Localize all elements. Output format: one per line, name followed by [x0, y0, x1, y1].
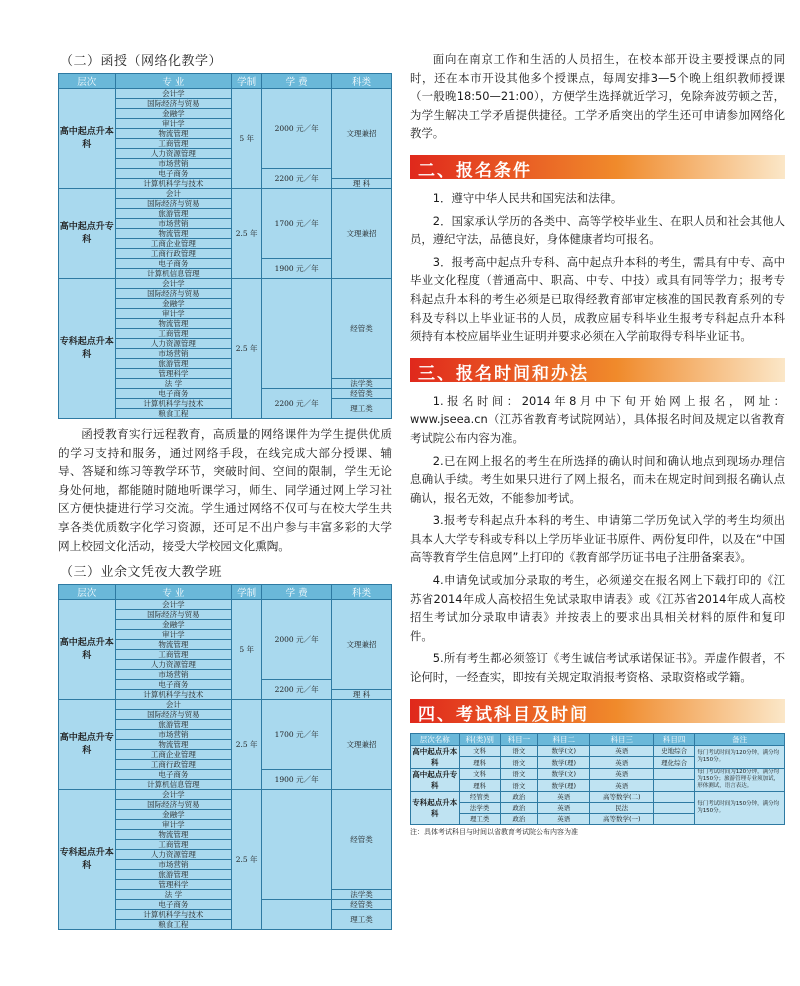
major-cell: 审计学	[115, 630, 232, 640]
major-cell: 计算机科学与技术	[115, 910, 232, 920]
major-cell: 审计学	[115, 820, 232, 830]
exam-row	[411, 768, 785, 780]
fee-cell: 2200 元／年	[262, 169, 332, 189]
table-row	[59, 700, 392, 710]
category-cell: 法学类	[332, 379, 392, 389]
exam-row	[411, 745, 785, 757]
banner-eligibility	[410, 155, 785, 179]
exam-subject-cell: 数学(理)	[538, 780, 590, 792]
exam-subject-cell: 英语	[590, 757, 654, 769]
major-cell: 工商管理	[115, 650, 232, 660]
duration-cell: 5 年	[232, 89, 262, 189]
column-header: 科类	[332, 585, 392, 600]
major-cell: 电子商务	[115, 770, 232, 780]
exam-column-header: 科(类)别	[459, 733, 500, 745]
major-cell: 国际经济与贸易	[115, 289, 232, 299]
fee-cell	[262, 790, 332, 900]
category-cell: 经管类	[332, 279, 392, 379]
major-cell: 计算机信息管理	[115, 780, 232, 790]
major-cell: 电子商务	[115, 169, 232, 179]
table-header-row	[59, 585, 392, 600]
category-cell: 经管类	[332, 389, 392, 399]
duration-cell: 2.5 年	[232, 189, 262, 279]
level-cell: 高中起点升本科	[59, 89, 116, 189]
fee-cell: 1700 元／年	[262, 189, 332, 259]
fee-cell	[262, 279, 332, 389]
major-cell: 国际经济与贸易	[115, 710, 232, 720]
exam-subject-cell	[654, 780, 695, 792]
eligibility-list	[410, 189, 785, 346]
exam-subject-cell: 数学(文)	[538, 745, 590, 757]
major-cell: 旅游管理	[115, 870, 232, 880]
exam-subject-cell: 经管类	[459, 791, 500, 802]
table-header-row	[59, 74, 392, 89]
registration-item: 2.已在网上报名的考生在所选择的确认时间和确认地点到现场办理信息确认手续。考生如果只进行了网上报名，而未在规定时间到报名确认点确认，报名无效，不能参加考试。	[410, 453, 785, 505]
exam-subject-cell: 理化综合	[654, 757, 695, 769]
banner-exam-text: 四、考试科目及时间	[418, 704, 589, 725]
major-cell: 粮食工程	[115, 920, 232, 930]
major-cell: 国际经济与贸易	[115, 199, 232, 209]
major-cell: 市场营销	[115, 159, 232, 169]
column-header: 学制	[232, 74, 262, 89]
major-cell: 法 学	[115, 890, 232, 900]
level-cell: 专科起点升本科	[59, 279, 116, 419]
exam-subject-cell: 英语	[590, 745, 654, 757]
exam-subject-cell: 语文	[500, 768, 537, 780]
registration-item: 5.所有考生都必须签订《考生诚信考试承诺保证书》。弄虚作假者，不论何时，一经查实，即按有关规定取消报考资格、录取资格或学籍。	[410, 651, 785, 685]
category-cell: 文理兼招	[332, 89, 392, 179]
major-cell: 市场营销	[115, 219, 232, 229]
exam-subject-cell: 英语	[538, 813, 590, 824]
major-cell: 人力资源管理	[115, 149, 232, 159]
exam-subject-cell: 英语	[538, 802, 590, 813]
fee-table-correspondence	[58, 73, 392, 419]
level-cell: 专科起点升本科	[59, 790, 116, 930]
exam-column-header: 科目一	[500, 733, 537, 745]
exam-row	[411, 791, 785, 802]
major-cell: 金融学	[115, 620, 232, 630]
exam-subject-cell: 法学类	[459, 802, 500, 813]
major-cell: 工商行政管理	[115, 249, 232, 259]
level-cell: 高中起点升本科	[59, 600, 116, 700]
exam-column-header: 备注	[695, 733, 785, 745]
major-cell: 国际经济与贸易	[115, 800, 232, 810]
major-cell: 工商管理	[115, 139, 232, 149]
major-cell: 计算机科学与技术	[115, 690, 232, 700]
major-cell: 工商企业管理	[115, 750, 232, 760]
table-row	[59, 279, 392, 289]
exam-subject-cell: 高等数学(一)	[590, 813, 654, 824]
major-cell: 电子商务	[115, 680, 232, 690]
right-column	[410, 50, 785, 837]
banner-exam	[410, 699, 785, 723]
column-header: 层次	[59, 74, 116, 89]
eligibility-item: 2．国家承认学历的各类中、高等学校毕业生、在职人员和社会其他人员，遵纪守法，品德良好，身体健康者均可报名。	[410, 213, 785, 247]
exam-subject-cell: 英语	[538, 791, 590, 802]
major-cell: 市场营销	[115, 730, 232, 740]
major-cell: 物流管理	[115, 229, 232, 239]
major-cell: 会计	[115, 189, 232, 199]
major-cell: 人力资源管理	[115, 660, 232, 670]
eligibility-item: 1．遵守中华人民共和国宪法和法律。	[432, 190, 623, 205]
registration-item: 1.报名时间：2014年8月中下旬开始网上报名，网址：www.jseea.cn（江苏省教育考试院网站），具体报名时间及规定以省教育考试院公布内容为准。	[410, 393, 785, 445]
registration-item: 4.申请免试或加分录取的考生，必须递交在报名网上下载打印的《江苏省2014年成人高校招生免试录取申请表》或《江苏省2014年成人高校招生考试加分录取申请表》并按表上的要求出具相关材料的原件和复印件。	[410, 573, 785, 643]
exam-footnote: 注：具体考试科目与时间以省教育考试院公布内容为准	[410, 827, 578, 836]
category-cell: 理工类	[332, 910, 392, 930]
major-cell: 工商管理	[115, 840, 232, 850]
major-cell: 人力资源管理	[115, 850, 232, 860]
category-cell: 理工类	[332, 399, 392, 419]
major-cell: 人力资源管理	[115, 339, 232, 349]
exam-subject-cell	[654, 813, 695, 824]
exam-subject-cell: 文科	[459, 745, 500, 757]
exam-subject-cell	[654, 791, 695, 802]
exam-column-header: 层次名称	[411, 733, 460, 745]
major-cell: 电子商务	[115, 259, 232, 269]
exam-subject-cell: 民法	[590, 802, 654, 813]
exam-table	[410, 733, 785, 825]
exam-subject-cell	[654, 768, 695, 780]
fee-cell: 2200 元／年	[262, 389, 332, 419]
major-cell: 计算机科学与技术	[115, 179, 232, 189]
exam-note-cell: 每门考试时间为120分钟，满分均为150分。	[695, 745, 785, 768]
exam-subject-cell: 文科	[459, 768, 500, 780]
fee-cell: 2200 元／年	[262, 680, 332, 700]
exam-subject-cell	[654, 802, 695, 813]
exam-level-cell: 高中起点升本科	[412, 746, 458, 767]
fee-cell: 1700 元／年	[262, 700, 332, 770]
exam-level-cell: 高中起点升专科	[412, 769, 458, 790]
major-cell: 旅游管理	[115, 720, 232, 730]
major-cell: 金融学	[115, 109, 232, 119]
category-cell: 理 科	[332, 179, 392, 189]
registration-list	[410, 392, 785, 687]
fee-cell	[262, 900, 332, 930]
table-row	[59, 189, 392, 199]
exam-note-cell: 每门考试时间为120分钟，满分均为150分；旅游管理专业须加试，形体测试，语言表达。	[695, 768, 785, 791]
exam-subject-cell: 英语	[590, 768, 654, 780]
exam-column-header: 科目二	[538, 733, 590, 745]
fee-cell: 1900 元／年	[262, 770, 332, 790]
exam-subject-cell: 理科	[459, 757, 500, 769]
left-column	[58, 50, 392, 930]
major-cell: 国际经济与贸易	[115, 610, 232, 620]
category-cell: 经管类	[332, 900, 392, 910]
duration-cell: 5 年	[232, 600, 262, 700]
column-header: 学 费	[262, 74, 332, 89]
exam-subject-cell: 数学(文)	[538, 768, 590, 780]
exam-level-cell: 专科起点升本科	[411, 791, 460, 824]
fee-table-evening	[58, 584, 392, 930]
major-cell: 工商行政管理	[115, 760, 232, 770]
fee-cell: 1900 元／年	[262, 259, 332, 279]
major-cell: 旅游管理	[115, 209, 232, 219]
exam-subject-cell: 数学(理)	[538, 757, 590, 769]
exam-subject-cell: 理科	[459, 780, 500, 792]
evening-intro: 面向在南京工作和生活的人员招生，在校本部开设主要授课点的同时，还在本市开设其他多个授课点，每周安排3—5个晚上组织教师授课（一般晚18:50—21:00），方便学生选择就近学习，免除奔波劳顿之苦，为学生解决工学矛盾提供捷径。工学矛盾突出的学生还可申请参加网络化教学。	[410, 52, 785, 141]
major-cell: 计算机科学与技术	[115, 399, 232, 409]
exam-subject-cell: 语文	[500, 780, 537, 792]
section-title-correspondence: （二）函授（网络化教学）	[60, 54, 223, 69]
table-row	[59, 89, 392, 99]
table-row	[59, 600, 392, 610]
registration-item: 3.报考专科起点升本科的考生、申请第二学历免试入学的考生均须出具本人大学专科或专科以上学历毕业证书原件、两份复印件，以及在“中国高等教育学生信息网”上打印的《教育部学历证书电子注册备案表》。	[410, 513, 785, 565]
exam-subject-cell: 史地综合	[654, 745, 695, 757]
level-cell: 高中起点升专科	[59, 700, 116, 790]
category-cell: 文理兼招	[332, 600, 392, 690]
major-cell: 计算机信息管理	[115, 269, 232, 279]
major-cell: 管理科学	[115, 880, 232, 890]
major-cell: 物流管理	[115, 640, 232, 650]
column-header: 学 费	[262, 585, 332, 600]
banner-registration	[410, 358, 785, 382]
exam-column-header: 科目四	[654, 733, 695, 745]
category-cell: 经管类	[332, 790, 392, 890]
major-cell: 市场营销	[115, 860, 232, 870]
major-cell: 市场营销	[115, 349, 232, 359]
correspondence-paragraph: 函授教育实行远程教育，高质量的网络课件为学生提供优质的学习支持和服务，通过网络手段，在线完成大部分授课、辅导、答疑和练习等教学环节，突破时间、空间的限制，学生无论身处何地，都能随时随地听课学习，师生、同学通过网上学习社区方便快捷进行学习交流。学生通过网络不仅可与在校大学生共享各类优质数字化学习资源，还可足不出户参与丰富多彩的大学网上校园文化活动，接受大学校园文化熏陶。	[58, 427, 392, 553]
category-cell: 理 科	[332, 690, 392, 700]
exam-header-row	[411, 733, 785, 745]
major-cell: 物流管理	[115, 129, 232, 139]
exam-subject-cell: 政治	[500, 813, 537, 824]
major-cell: 金融学	[115, 299, 232, 309]
banner-eligibility-text: 二、报名条件	[418, 160, 532, 181]
duration-cell: 2.5 年	[232, 790, 262, 930]
exam-subject-cell: 理工类	[459, 813, 500, 824]
major-cell: 会计学	[115, 600, 232, 610]
level-cell: 高中起点升专科	[59, 189, 116, 279]
category-cell: 文理兼招	[332, 700, 392, 790]
banner-registration-text: 三、报名时间和办法	[418, 363, 589, 384]
duration-cell: 2.5 年	[232, 700, 262, 790]
exam-subject-cell: 英语	[590, 780, 654, 792]
major-cell: 电子商务	[115, 900, 232, 910]
section-title-evening: （三）业余文凭夜大教学班	[60, 565, 223, 581]
exam-subject-cell: 语文	[500, 757, 537, 769]
exam-subject-cell: 语文	[500, 745, 537, 757]
major-cell: 市场营销	[115, 670, 232, 680]
exam-subject-cell: 高等数学(二)	[590, 791, 654, 802]
exam-subject-cell: 政治	[500, 791, 537, 802]
major-cell: 粮食工程	[115, 409, 232, 419]
major-cell: 旅游管理	[115, 359, 232, 369]
duration-cell: 2.5 年	[232, 279, 262, 419]
major-cell: 物流管理	[115, 830, 232, 840]
fee-cell: 2000 元／年	[262, 600, 332, 680]
table-row	[59, 790, 392, 800]
major-cell: 管理科学	[115, 369, 232, 379]
eligibility-item: 3．报考高中起点升专科、高中起点升本科的考生，需具有中专、高中毕业文化程度（普通高中、职高、中专、中技）或具有同等学力；报考专科起点升本科的考生必须是已取得经教育部审定核准的国民教育系列的专科及专科以上毕业证书的人员，成教应届专科毕业生报考专科起点升本科须持有本校应届毕业生证明并要求必须在入学前取得专科毕业证书。	[410, 254, 785, 344]
major-cell: 工商管理	[115, 329, 232, 339]
fee-cell: 2000 元／年	[262, 89, 332, 169]
column-header: 专 业	[115, 74, 232, 89]
major-cell: 会计学	[115, 790, 232, 800]
exam-note-cell: 每门考试时间为150分钟，满分均为150分。	[695, 791, 785, 824]
major-cell: 会计学	[115, 279, 232, 289]
exam-column-header: 科目三	[590, 733, 654, 745]
major-cell: 审计学	[115, 119, 232, 129]
major-cell: 物流管理	[115, 319, 232, 329]
exam-subject-cell: 政治	[500, 802, 537, 813]
major-cell: 物流管理	[115, 740, 232, 750]
major-cell: 审计学	[115, 309, 232, 319]
category-cell: 文理兼招	[332, 189, 392, 279]
major-cell: 会计学	[115, 89, 232, 99]
category-cell: 法学类	[332, 890, 392, 900]
major-cell: 工商企业管理	[115, 239, 232, 249]
major-cell: 电子商务	[115, 389, 232, 399]
column-header: 层次	[59, 585, 116, 600]
column-header: 学制	[232, 585, 262, 600]
major-cell: 国际经济与贸易	[115, 99, 232, 109]
major-cell: 金融学	[115, 810, 232, 820]
column-header: 专 业	[115, 585, 232, 600]
column-header: 科类	[332, 74, 392, 89]
major-cell: 会计	[115, 700, 232, 710]
major-cell: 法 学	[115, 379, 232, 389]
